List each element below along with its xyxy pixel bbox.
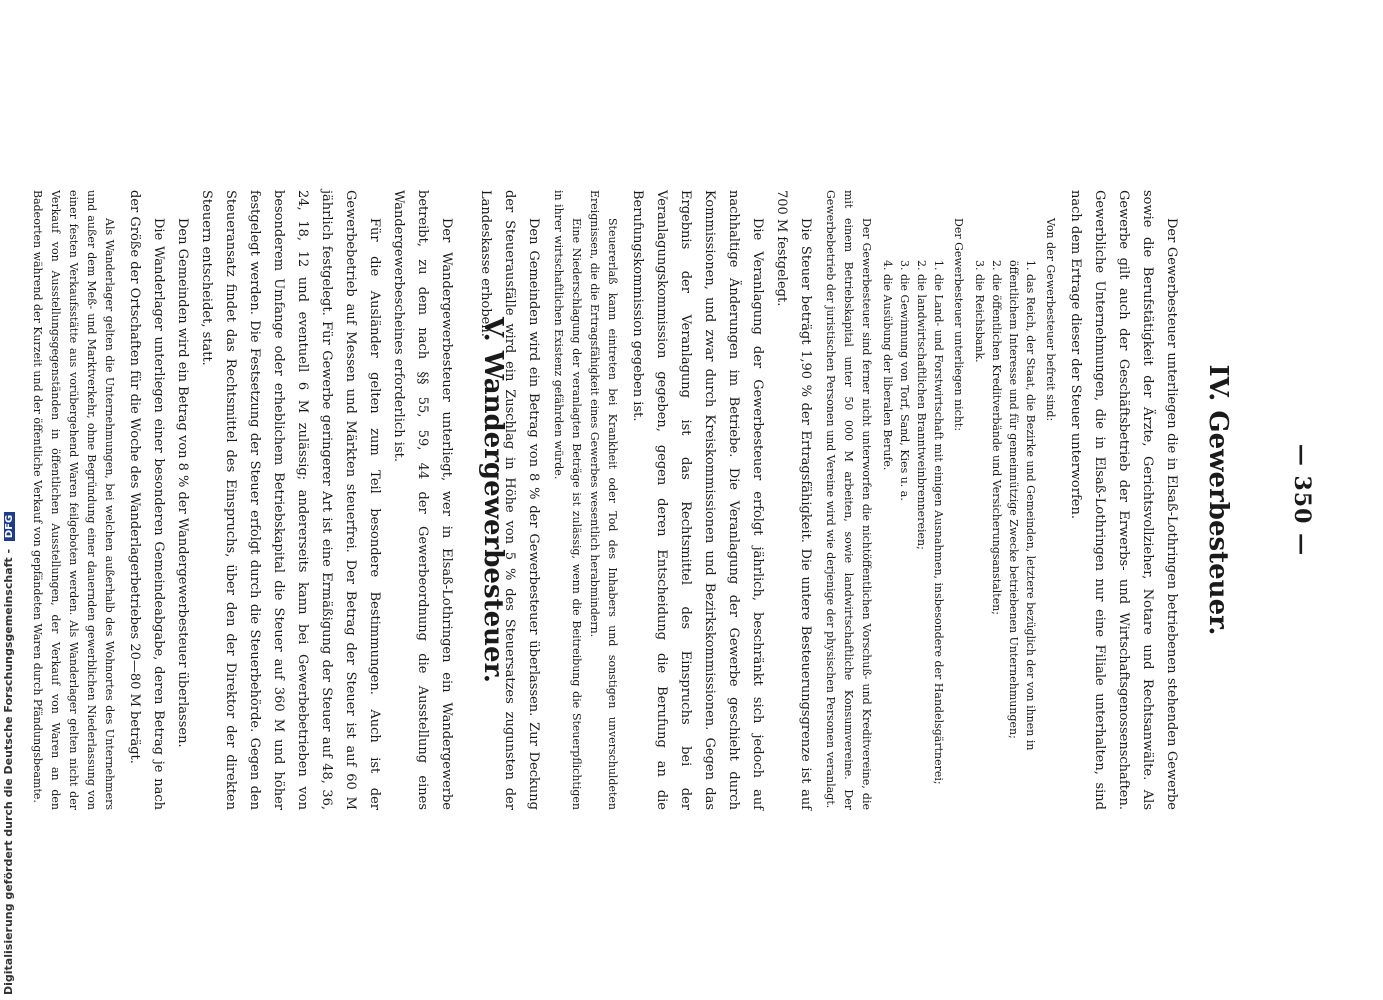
notsubject-item: 2. die landwirtschaftlichen Branntweinbrennereien;: [915, 260, 928, 550]
exempt-item: 3. die Reichsbank.: [973, 260, 986, 363]
section-iv-paragraph-4: Die Veranlagung der Gewerbesteuer erfolgt jährlich, beschränkt sich jedoch auf nachhaltige Änderungen im Betriebe. Die Veranlagung der Gewerbe geschieht durch Kommissionen, und zwar durch Kreiskommissionen und Bezirkskommissionen. Gegen das Ergebnis der Veranlagung ist das Rechtsmittel des Einspruchs bei der Veranlagungskommission gegeben, gegen deren Entscheidung die Berufung an die Berufungskommission gegeben ist.: [630, 190, 765, 810]
section-v-paragraph-1: Der Wandergewerbesteuer unterliegt, wer in Elsaß-Lothringen ein Wandergewerbe betreibt, zu dem nach §§ 55, 59, 44 der Gewerbeordnung die Ausstellung eines Wandergewerbescheines erforderlich ist.: [391, 190, 454, 810]
exempt-list: [971, 260, 1039, 810]
section-iv-paragraph-5: Steuererlaß kann eintreten bei Krankheit oder Tod des Inhabers und sonstigen unverschuldeten Ereignissen, die die Ertragsfähigkeit eines Gewerbes wesentlich herabmindern.: [588, 190, 619, 810]
section-iv-paragraph-1: Der Gewerbesteuer unterliegen die in Elsaß-Lothringen betriebenen stehenden Gewerbe sowie die Berufstätigkeit der Ärzte, Gerichtsvollzieher, Notare und Rechtsanwälte. Als Gewerbe gilt auch der Geschäftsbetrieb der Erwerbs- und Wirtschaftsgenossenschaften. Gewerbliche Unternehmungen, die in Elsaß-Lothringen nur eine Filiale unterhalten, sind nach dem Ertrage dieser der Steuer unterworfen.: [1068, 190, 1179, 810]
notsubject-list: [879, 260, 947, 810]
section-v-note: Als Wanderlager gelten die Unternehmungen, bei welchen außerhalb des Wohnortes des Unternehmers und außer dem Meß- und Marktverkehr, ohne Begründung einer dauernden gewerblichen Niederlassung von einer festen Verkaufsstätte aus vorübergehend Waren feilgeboten werden. Als Wanderlager gelten nicht der Verkauf von Ausstellungsgegenständen in öffentlichen Ausstellungen, der Verkauf von Waren an den Badeorten während der Kurzeit und der öffentliche Verkauf von gepfändeten Waren durch Pfändungsbeamte.: [31, 190, 116, 810]
section-v-paragraph-3: Den Gemeinden wird ein Betrag von 8 % der Wandergewerbesteuer überlassen.: [175, 218, 190, 748]
dfg-logo: DFG: [4, 512, 15, 541]
section-iv-paragraph-2: Der Gewerbesteuer sind ferner nicht unterworfen die nichtöffentlichen Vorschuß- und Kreditvereine, die mit einem Betriebskapital unter 50 000 M arbeiten, sowie landwirtschaftliche Konsumvereine. Der Gewerbebetrieb der juristischen Personen und Vereine wird wie derjenige der physischen Personen veranlagt.: [824, 190, 873, 810]
section-iv-paragraph-3: Die Steuer beträgt 1,90 % der Ertragsfähigkeit. Die untere Besteuerungsgrenze ist auf 700 M festgelegt.: [774, 190, 813, 810]
exempt-item: 1. das Reich, der Staat, die Bezirke und Gemeinden, letztere bezüglich der von ihnen in öffentlichem Interesse und für gemeinnützige Zwecke betriebenen Unternehmungen;: [1007, 260, 1037, 751]
digitization-credit: Digitalisierung gefördert durch die Deutsche Forschungsgemeinschaft - DFG: [2, 512, 15, 995]
notsubject-intro: Der Gewerbesteuer unterliegen nicht:: [952, 218, 965, 432]
section-v-paragraph-2: Für die Ausländer gelten zum Teil besondere Bestimmungen. Auch ist der Gewerbebetrieb auf Messen und Märkten steuerfrei. Der Betrag der Steuer ist auf 60 M jährlich festgelegt. Für Gewerbe geringerer Art ist eine Ermäßigung der Steuer auf 48, 36, 24, 18, 12 und eventuell 6 M zulässig; andererseits kann bei Gewerbebetrieben von besonderem Umfange oder erheblichem Betriebskapital die Steuer auf 360 M und höher festgelegt werden. Die Festsetzung der Steuer erfolgt durch die Steuerbehörde. Gegen den Steueransatz findet das Rechtsmittel des Einspruchs, über den der Direktor der direkten Steuern entscheidet, statt.: [199, 190, 382, 810]
section-iv-title: IV. Gewerbesteuer.: [1203, 364, 1233, 636]
page-number: — 350 —: [1289, 443, 1315, 557]
section-iv-body: [473, 190, 1183, 810]
section-v-paragraph-4: Die Wanderlager unterliegen einer besonderen Gemeindeabgabe, deren Betrag je nach der Größe der Ortschaften für die Woche des Wanderlagerbetriebes 20—80 M beträgt.: [127, 190, 166, 810]
digitization-credit-text: Digitalisierung gefördert durch die Deutsche Forschungsgemeinschaft: [2, 557, 15, 995]
section-iv-paragraph-6: Eine Niederschlagung der veranlagten Beträge ist zulässig, wenn die Beitreibung die Steuerpflichtigen in ihrer wirtschaftlichen Existenz gefährden würde.: [552, 190, 583, 810]
notsubject-item: 1. die Land- und Forstwirtschaft mit einigen Ausnahmen, insbesondere der Handelsgärtnerei;: [932, 260, 945, 785]
notsubject-item: 3. die Gewinnung von Torf, Sand, Kies u. a.: [898, 260, 911, 501]
section-v-body: [28, 190, 458, 810]
exempt-item: 2. die öffentlichen Kreditverbände und Versicherungsanstalten;: [990, 260, 1003, 616]
notsubject-item: 4. die Ausübung der liberalen Berufe.: [881, 260, 894, 471]
section-iv-paragraph-7: Den Gemeinden wird ein Betrag von 8 % der Gewerbesteuer überlassen. Zur Deckung der Steuerausfälle wird ein Zuschlag in Höhe von 5 % des Steuersatzes zugunsten der Landeskasse erhoben.: [478, 190, 541, 810]
section-v-title: V. Wandergewerbesteuer.: [478, 317, 508, 683]
exempt-intro: Von der Gewerbesteuer befreit sind:: [1044, 218, 1057, 422]
